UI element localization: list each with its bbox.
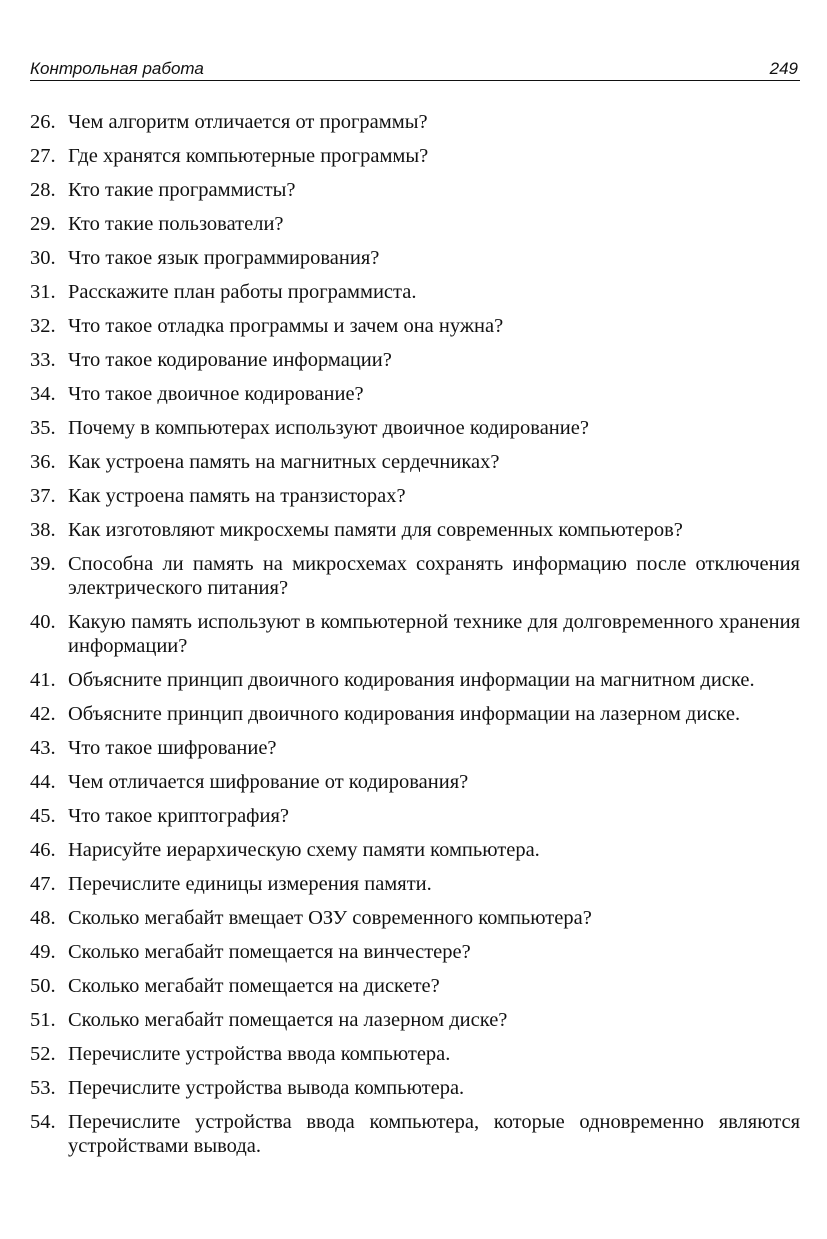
question-item bbox=[30, 838, 800, 862]
running-header bbox=[30, 56, 800, 81]
question-text: Нарисуйте иерархическую схему памяти компьютера. bbox=[68, 839, 540, 861]
page-number: 249 bbox=[769, 59, 798, 78]
question-item bbox=[30, 484, 800, 508]
question-number: 29. bbox=[30, 213, 56, 235]
question-number: 34. bbox=[30, 383, 56, 405]
question-item bbox=[30, 518, 800, 542]
question-number: 28. bbox=[30, 179, 56, 201]
question-list bbox=[30, 110, 800, 1158]
question-number: 52. bbox=[30, 1043, 56, 1065]
question-number: 50. bbox=[30, 975, 56, 997]
question-item bbox=[30, 110, 800, 134]
question-text: Перечислите единицы измерения памяти. bbox=[68, 873, 432, 895]
question-number: 31. bbox=[30, 281, 56, 303]
question-item bbox=[30, 246, 800, 270]
running-title: Контрольная работа bbox=[30, 59, 204, 78]
question-text: Почему в компьютерах используют двоичное кодирование? bbox=[68, 417, 589, 439]
question-text: Как устроена память на магнитных сердечниках? bbox=[68, 451, 500, 473]
question-item bbox=[30, 348, 800, 372]
question-item bbox=[30, 178, 800, 202]
question-number: 41. bbox=[30, 669, 56, 691]
question-text: Что такое отладка программы и зачем она нужна? bbox=[68, 315, 504, 337]
question-item bbox=[30, 1076, 800, 1100]
question-text: Расскажите план работы программиста. bbox=[68, 281, 417, 303]
question-number: 42. bbox=[30, 703, 56, 725]
question-item bbox=[30, 736, 800, 760]
question-item bbox=[30, 770, 800, 794]
question-item bbox=[30, 804, 800, 828]
question-number: 35. bbox=[30, 417, 56, 439]
question-number: 26. bbox=[30, 111, 56, 133]
question-text: Как устроена память на транзисторах? bbox=[68, 485, 406, 507]
question-item bbox=[30, 1008, 800, 1032]
question-number: 44. bbox=[30, 771, 56, 793]
question-item bbox=[30, 610, 800, 658]
question-number: 27. bbox=[30, 145, 56, 167]
book-page bbox=[30, 56, 800, 1168]
question-item bbox=[30, 702, 800, 726]
question-item bbox=[30, 872, 800, 896]
question-text: Чем отличается шифрование от кодирования? bbox=[68, 771, 469, 793]
question-number: 37. bbox=[30, 485, 56, 507]
question-item bbox=[30, 906, 800, 930]
question-number: 30. bbox=[30, 247, 56, 269]
question-number: 43. bbox=[30, 737, 56, 759]
question-number: 33. bbox=[30, 349, 56, 371]
question-item bbox=[30, 1110, 800, 1158]
question-number: 36. bbox=[30, 451, 56, 473]
question-number: 47. bbox=[30, 873, 56, 895]
question-number: 46. bbox=[30, 839, 56, 861]
question-item bbox=[30, 416, 800, 440]
question-text: Кто такие пользователи? bbox=[68, 213, 284, 235]
question-text: Объясните принцип двоичного кодирования информации на магнитном диске. bbox=[68, 669, 755, 691]
question-number: 40. bbox=[30, 611, 56, 633]
question-item bbox=[30, 668, 800, 692]
question-item bbox=[30, 1042, 800, 1066]
question-item bbox=[30, 144, 800, 168]
question-text: Сколько мегабайт помещается на винчестере? bbox=[68, 941, 471, 963]
question-text: Какую память используют в компьютерной технике для долговременного хранения информации? bbox=[68, 611, 800, 657]
question-text: Чем алгоритм отличается от программы? bbox=[68, 111, 428, 133]
question-text: Что такое шифрование? bbox=[68, 737, 277, 759]
question-number: 48. bbox=[30, 907, 56, 929]
question-item bbox=[30, 974, 800, 998]
question-text: Кто такие программисты? bbox=[68, 179, 296, 201]
question-text: Как изготовляют микросхемы памяти для современных компьютеров? bbox=[68, 519, 683, 541]
question-number: 38. bbox=[30, 519, 56, 541]
question-item bbox=[30, 314, 800, 338]
question-text: Что такое язык программирования? bbox=[68, 247, 380, 269]
question-text: Способна ли память на микросхемах сохранять информацию после отключения электрического питания? bbox=[68, 553, 800, 599]
question-number: 49. bbox=[30, 941, 56, 963]
question-text: Перечислите устройства вывода компьютера. bbox=[68, 1077, 465, 1099]
question-text: Объясните принцип двоичного кодирования информации на лазерном диске. bbox=[68, 703, 741, 725]
question-text: Что такое криптография? bbox=[68, 805, 289, 827]
question-number: 54. bbox=[30, 1111, 56, 1133]
question-item bbox=[30, 280, 800, 304]
question-number: 39. bbox=[30, 553, 56, 575]
question-item bbox=[30, 382, 800, 406]
question-text: Что такое двоичное кодирование? bbox=[68, 383, 364, 405]
question-number: 53. bbox=[30, 1077, 56, 1099]
question-text: Сколько мегабайт помещается на дискете? bbox=[68, 975, 440, 997]
question-item bbox=[30, 212, 800, 236]
question-text: Сколько мегабайт помещается на лазерном диске? bbox=[68, 1009, 508, 1031]
question-item bbox=[30, 450, 800, 474]
question-number: 32. bbox=[30, 315, 56, 337]
question-item bbox=[30, 940, 800, 964]
question-item bbox=[30, 552, 800, 600]
question-text: Сколько мегабайт вмещает ОЗУ современного компьютера? bbox=[68, 907, 592, 929]
question-number: 51. bbox=[30, 1009, 56, 1031]
question-text: Перечислите устройства ввода компьютера. bbox=[68, 1043, 451, 1065]
question-number: 45. bbox=[30, 805, 56, 827]
question-text: Где хранятся компьютерные программы? bbox=[68, 145, 429, 167]
question-text: Перечислите устройства ввода компьютера, которые одновременно являются устройствами вывода. bbox=[68, 1111, 800, 1157]
question-text: Что такое кодирование информации? bbox=[68, 349, 392, 371]
